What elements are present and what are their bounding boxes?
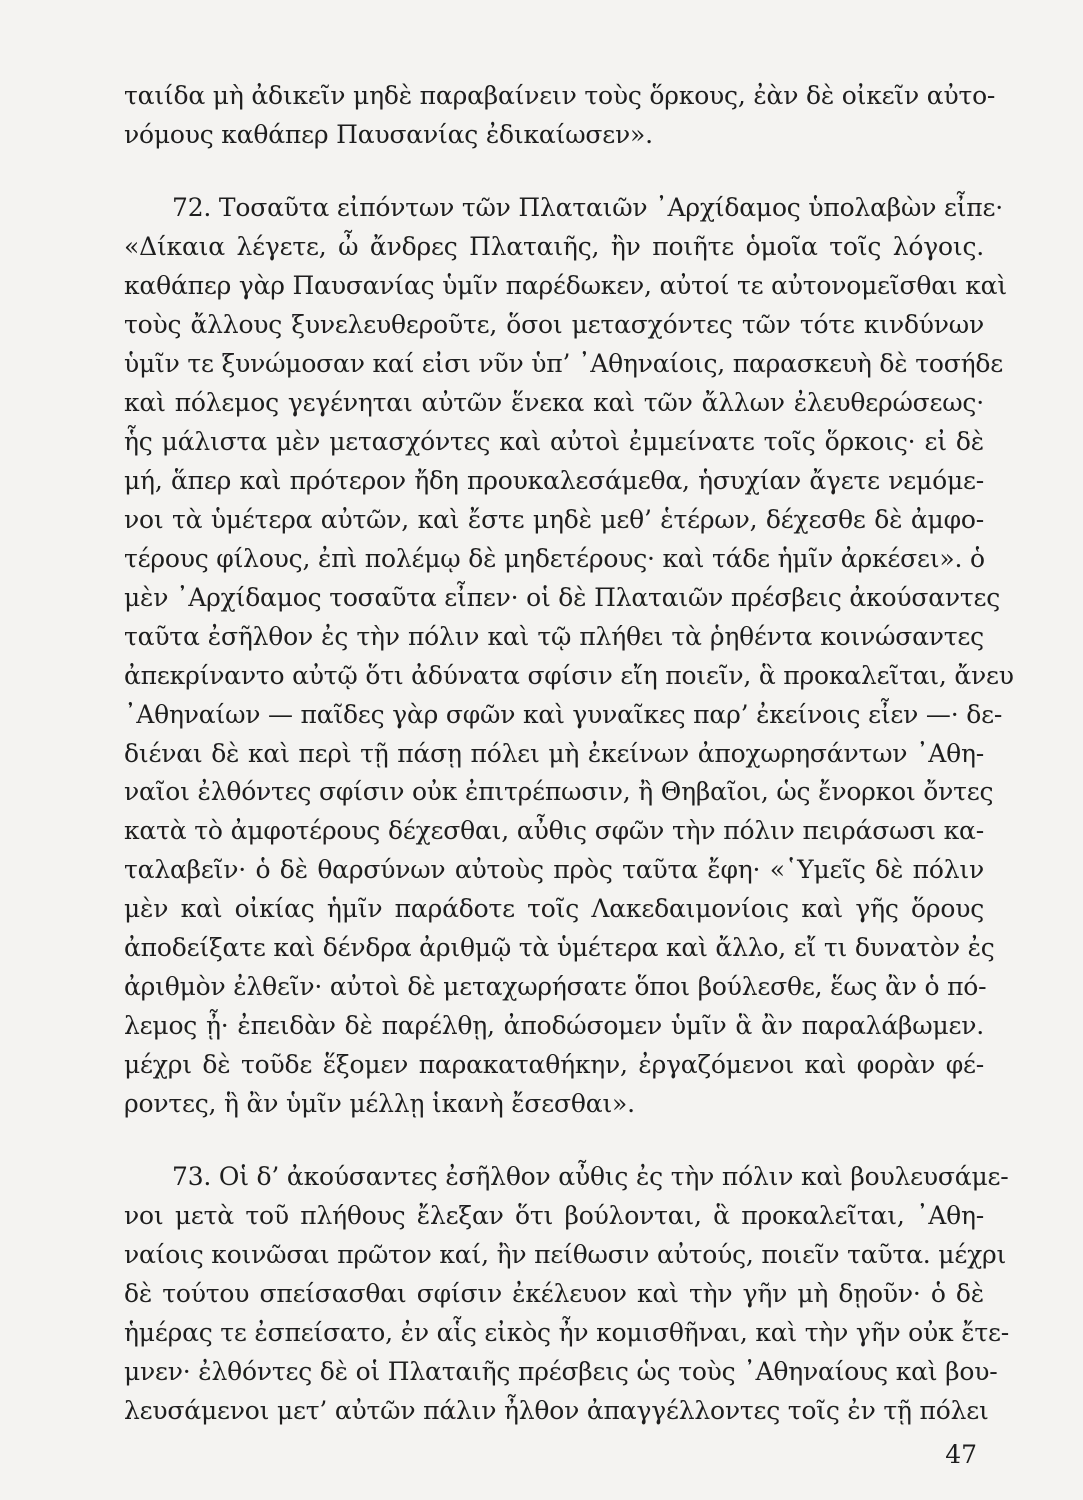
paragraph-start-73: 73. Οἱ δ’ ἀκούσαντες ἐσῆλθον αὖθις ἐς τὴν πόλιν καὶ βουλευσάμε- [172, 1162, 1009, 1191]
text-line: ᾿Αθηναίων — παῖδες γὰρ σφῶν καὶ γυναῖκες παρ’ ἐκείνοις εἶεν —· δε- [124, 700, 1003, 729]
text-line: τέρους φίλους, ἐπὶ πολέμῳ δὲ μηδετέρους· καὶ τάδε ἡμῖν ἀρκέσει». ὁ [124, 544, 985, 573]
text-line: μὲν ᾿Αρχίδαμος τοσαῦτα εἶπεν· οἱ δὲ Πλαταιῶν πρέσβεις ἀκούσαντες [124, 583, 1001, 612]
page-number: 47 [945, 1440, 977, 1469]
text-line: μὲν καὶ οἰκίας ἡμῖν παράδοτε τοῖς Λακεδαιμονίοις καὶ γῆς ὅρους [124, 894, 984, 923]
text-line: ἡμέρας τε ἐσπείσατο, ἐν αἷς εἰκὸς ἦν κομισθῆναι, καὶ τὴν γῆν οὐκ ἔτε- [124, 1318, 1010, 1347]
text-line: ἀπεκρίναντο αὐτῷ ὅτι ἀδύνατα σφίσιν εἴη ποιεῖν, ἃ προκαλεῖται, ἄνευ [124, 661, 1014, 690]
text-line: δὲ τούτου σπείσασθαι σφίσιν ἐκέλευον καὶ τὴν γῆν μὴ δῃοῦν· ὁ δὲ [124, 1279, 984, 1308]
text-line: καθάπερ γὰρ Παυσανίας ὑμῖν παρέδωκεν, αὐτοί τε αὐτονομεῖσθαι καὶ [124, 271, 1007, 300]
text-line: καὶ πόλεμος γεγένηται αὐτῶν ἕνεκα καὶ τῶν ἄλλων ἐλευθερώσεως· [124, 388, 984, 417]
text-line: ταῦτα ἐσῆλθον ἐς τὴν πόλιν καὶ τῷ πλήθει τὰ ῥηθέντα κοινώσαντες [124, 622, 984, 651]
text-line: ναῖοι ἐλθόντες σφίσιν οὐκ ἐπιτρέπωσιν, ἢ Θηβαῖοι, ὡς ἔνορκοι ὄντες [124, 777, 994, 806]
text-line: μέχρι δὲ τοῦδε ἕξομεν παρακαταθήκην, ἐργαζόμενοι καὶ φορὰν φέ- [124, 1050, 984, 1079]
text-line: νοι μετὰ τοῦ πλήθους ἔλεξαν ὅτι βούλονται, ἃ προκαλεῖται, ᾿Αθη- [124, 1201, 984, 1230]
text-line: κατὰ τὸ ἀμφοτέρους δέχεσθαι, αὖθις σφῶν τὴν πόλιν πειράσωσι κα- [124, 816, 984, 845]
text-line: «Δίκαια λέγετε, ὦ ἄνδρες Πλαταιῆς, ἢν ποιῆτε ὁμοῖα τοῖς λόγοις. [124, 232, 984, 261]
text-line: ναίοις κοινῶσαι πρῶτον καί, ἢν πείθωσιν αὐτούς, ποιεῖν ταῦτα. μέχρι [124, 1240, 1007, 1269]
text-line: μή, ἅπερ καὶ πρότερον ἤδη προυκαλεσάμεθα, ἡσυχίαν ἄγετε νεμόμε- [124, 466, 984, 495]
text-line: ὑμῖν τε ξυνώμοσαν καί εἰσι νῦν ὑπ’ ᾿Αθηναίοις, παρασκευὴ δὲ τοσήδε [124, 349, 1003, 378]
text-line: μνεν· ἐλθόντες δὲ οἱ Πλαταιῆς πρέσβεις ὡς τοὺς ᾿Αθηναίους καὶ βου- [124, 1357, 998, 1386]
text-line: ταλαβεῖν· ὁ δὲ θαρσύνων αὐτοὺς πρὸς ταῦτα ἔφη· «῾Υμεῖς δὲ πόλιν [124, 855, 984, 884]
text-line: ροντες, ἣ ἂν ὑμῖν μέλλῃ ἱκανὴ ἔσεσθαι». [124, 1089, 635, 1118]
text-line: διέναι δὲ καὶ περὶ τῇ πάσῃ πόλει μὴ ἐκείνων ἀποχωρησάντων ᾿Αθη- [124, 739, 984, 768]
text-line: λευσάμενοι μετ’ αὐτῶν πάλιν ἦλθον ἀπαγγέλλοντες τοῖς ἐν τῇ πόλει [124, 1396, 989, 1425]
paragraph-start-72: 72. Τοσαῦτα εἰπόντων τῶν Πλαταιῶν ᾿Αρχίδαμος ὑπολαβὼν εἶπε· [172, 193, 1004, 222]
text-line: τοὺς ἄλλους ξυνελευθεροῦτε, ὅσοι μετασχόντες τῶν τότε κινδύνων [124, 310, 984, 339]
text-line: νόμους καθάπερ Παυσανίας ἐδικαίωσεν». [124, 120, 653, 149]
text-line: ἧς μάλιστα μὲν μετασχόντες καὶ αὐτοὶ ἐμμείνατε τοῖς ὅρκοις· εἰ δὲ [124, 427, 984, 456]
text-line: λεμος ᾖ· ἐπειδὰν δὲ παρέλθῃ, ἀποδώσομεν ὑμῖν ἃ ἂν παραλάβωμεν. [124, 1011, 984, 1040]
text-line: ἀριθμὸν ἐλθεῖν· αὐτοὶ δὲ μεταχωρήσατε ὅποι βούλεσθε, ἕως ἂν ὁ πό- [124, 972, 987, 1001]
text-line: νοι τὰ ὑμέτερα αὐτῶν, καὶ ἔστε μηδὲ μεθ’ ἑτέρων, δέχεσθε δὲ ἀμφο- [124, 505, 984, 534]
text-line: ταιίδα μὴ ἀδικεῖν μηδὲ παραβαίνειν τοὺς ὅρκους, ἐὰν δὲ οἰκεῖν αὐτο- [124, 81, 996, 110]
text-line: ἀποδείξατε καὶ δένδρα ἀριθμῷ τὰ ὑμέτερα καὶ ἄλλο, εἴ τι δυνατὸν ἐς [124, 933, 995, 962]
